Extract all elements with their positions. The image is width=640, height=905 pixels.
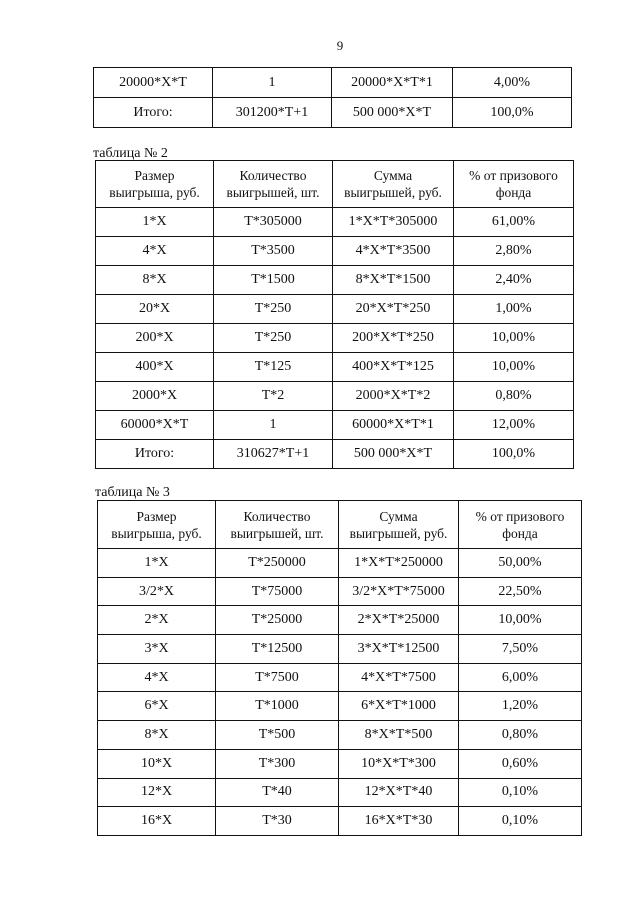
table-cell: 10,00%: [454, 324, 574, 353]
table-cell: 500 000*X*T: [332, 98, 453, 128]
table-cell: 1,00%: [454, 295, 574, 324]
table-cell: T*75000: [216, 577, 339, 606]
table-cell: 3*X*T*12500: [339, 635, 459, 664]
table-cell: 310627*T+1: [214, 440, 333, 469]
table-cell: T*3500: [214, 237, 333, 266]
table-cell: 4*X*T*3500: [333, 237, 454, 266]
table-row: [98, 692, 582, 721]
table-row: [96, 237, 574, 266]
table-cell: 20*X*T*250: [333, 295, 454, 324]
table-cell: 6,00%: [459, 663, 582, 692]
table-cell: 10*X: [98, 749, 216, 778]
table-cell: 1*X*T*305000: [333, 208, 454, 237]
page-number: 9: [336, 38, 344, 53]
table-cell: 100,0%: [453, 98, 572, 128]
table-cell: 1*X*T*250000: [339, 549, 459, 578]
prize-table-2: [95, 160, 574, 469]
table-cell: 10*X*T*300: [339, 749, 459, 778]
table-cell: T*12500: [216, 635, 339, 664]
table-cell: 2,40%: [454, 266, 574, 295]
table-cell: 7,50%: [459, 635, 582, 664]
table-cell: 60000*X*T*1: [333, 411, 454, 440]
prize-table-3: [97, 500, 582, 836]
table-cell: 1: [214, 411, 333, 440]
table-row: [98, 663, 582, 692]
table-cell: 16*X*T*30: [339, 807, 459, 836]
table-cell: 4*X: [96, 237, 214, 266]
table-row: [96, 411, 574, 440]
table-cell: 2000*X*T*2: [333, 382, 454, 411]
table-cell: 3/2*X: [98, 577, 216, 606]
table-row: [96, 266, 574, 295]
table-cell: 500 000*X*T: [333, 440, 454, 469]
table-cell: Итого:: [96, 440, 214, 469]
table-cell: 2*X*T*25000: [339, 606, 459, 635]
table-cell: 4*X*T*7500: [339, 663, 459, 692]
column-header: Количество выигрышей, шт.: [216, 501, 339, 549]
table-row: [98, 749, 582, 778]
table-cell: 20*X: [96, 295, 214, 324]
column-header: % от призового фонда: [459, 501, 582, 549]
table-cell: 10,00%: [459, 606, 582, 635]
table-cell: 8*X: [96, 266, 214, 295]
table-cell: T*25000: [216, 606, 339, 635]
table-cell: 400*X*T*125: [333, 353, 454, 382]
table-cell: 2*X: [98, 606, 216, 635]
column-header: Сумма выигрышей, руб.: [339, 501, 459, 549]
table-cell: 12*X: [98, 778, 216, 807]
table-cell: 100,0%: [454, 440, 574, 469]
table-cell: 0,60%: [459, 749, 582, 778]
table-row: [96, 440, 574, 469]
table-cell: T*30: [216, 807, 339, 836]
header-row: [98, 501, 582, 549]
table-cell: 301200*T+1: [213, 98, 332, 128]
table-cell: 16*X: [98, 807, 216, 836]
table-cell: 6*X: [98, 692, 216, 721]
table-row: [98, 721, 582, 750]
table-cell: 4,00%: [453, 68, 572, 98]
table-cell: T*1500: [214, 266, 333, 295]
table-cell: Итого:: [94, 98, 213, 128]
table-row: [96, 208, 574, 237]
table-cell: 1,20%: [459, 692, 582, 721]
table-cell: 3*X: [98, 635, 216, 664]
table-cell: 3/2*X*T*75000: [339, 577, 459, 606]
table-row: [94, 68, 572, 98]
table-cell: 1: [213, 68, 332, 98]
table-row: [96, 353, 574, 382]
table-cell: 12,00%: [454, 411, 574, 440]
table-cell: 2,80%: [454, 237, 574, 266]
table-3-caption: таблица № 3: [95, 485, 170, 500]
table-row: [98, 778, 582, 807]
table-cell: 200*X: [96, 324, 214, 353]
column-header: Размер выигрыша, руб.: [98, 501, 216, 549]
table-cell: T*2: [214, 382, 333, 411]
table-cell: 0,80%: [459, 721, 582, 750]
column-header: % от призового фонда: [454, 161, 574, 208]
table-cell: 61,00%: [454, 208, 574, 237]
table-cell: 0,10%: [459, 807, 582, 836]
table-cell: 0,80%: [454, 382, 574, 411]
table-row: [96, 295, 574, 324]
table-cell: 200*X*T*250: [333, 324, 454, 353]
prize-table-1-continuation: [93, 67, 572, 128]
table-cell: T*1000: [216, 692, 339, 721]
table-cell: T*125: [214, 353, 333, 382]
table-cell: 20000*X*T*1: [332, 68, 453, 98]
table-cell: 2000*X: [96, 382, 214, 411]
table-cell: T*250000: [216, 549, 339, 578]
table-row: [98, 549, 582, 578]
table-cell: T*250: [214, 324, 333, 353]
table-cell: 4*X: [98, 663, 216, 692]
table-cell: 6*X*T*1000: [339, 692, 459, 721]
table-cell: T*250: [214, 295, 333, 324]
table-row: [98, 807, 582, 836]
table-cell: 50,00%: [459, 549, 582, 578]
table-cell: 400*X: [96, 353, 214, 382]
table-2-caption: таблица № 2: [93, 146, 168, 161]
table-cell: 60000*X*T: [96, 411, 214, 440]
table-cell: 0,10%: [459, 778, 582, 807]
table-row: [98, 635, 582, 664]
header-row: [96, 161, 574, 208]
table-row: [98, 606, 582, 635]
table-cell: 20000*X*T: [94, 68, 213, 98]
table-cell: 1*X: [98, 549, 216, 578]
table-cell: T*500: [216, 721, 339, 750]
table-row: [94, 98, 572, 128]
table-cell: T*7500: [216, 663, 339, 692]
column-header: Количество выигрышей, шт.: [214, 161, 333, 208]
table-cell: 8*X*T*500: [339, 721, 459, 750]
table-cell: 1*X: [96, 208, 214, 237]
table-cell: 12*X*T*40: [339, 778, 459, 807]
table-cell: 8*X*T*1500: [333, 266, 454, 295]
table-cell: 8*X: [98, 721, 216, 750]
table-cell: 22,50%: [459, 577, 582, 606]
table-row: [96, 324, 574, 353]
table-cell: 10,00%: [454, 353, 574, 382]
table-cell: T*305000: [214, 208, 333, 237]
table-cell: T*40: [216, 778, 339, 807]
table-row: [98, 577, 582, 606]
table-row: [96, 382, 574, 411]
column-header: Размер выигрыша, руб.: [96, 161, 214, 208]
table-cell: T*300: [216, 749, 339, 778]
column-header: Сумма выигрышей, руб.: [333, 161, 454, 208]
